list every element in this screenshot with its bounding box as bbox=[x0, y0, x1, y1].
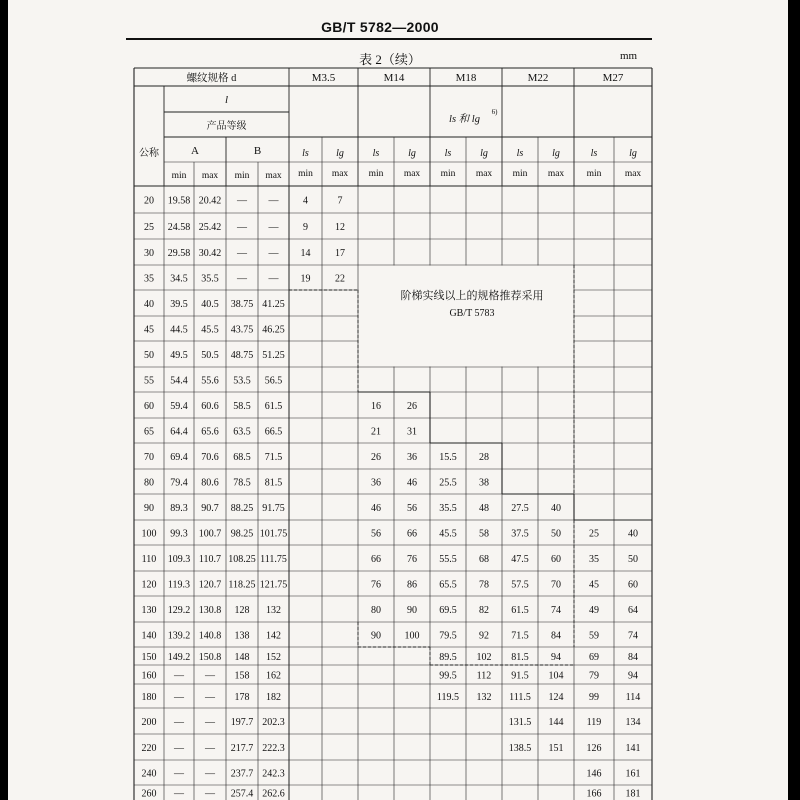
a-min-value: 139.2 bbox=[167, 630, 191, 642]
ls-min-value: 66 bbox=[371, 554, 381, 565]
ls-min-value: 65.5 bbox=[439, 579, 457, 591]
a-max-value: 90.7 bbox=[201, 503, 219, 514]
row-l-value: 160 bbox=[141, 670, 157, 682]
a-max-value: — bbox=[205, 788, 215, 800]
lg-max-value: 102 bbox=[476, 652, 492, 663]
ls-label: ls bbox=[302, 148, 309, 159]
ls-min-value: 90 bbox=[371, 630, 381, 642]
b-min-value: 58.5 bbox=[233, 401, 251, 412]
a-max-value: — bbox=[205, 743, 215, 754]
a-max-value: 80.6 bbox=[201, 477, 219, 489]
lg-max-value: 48 bbox=[479, 503, 489, 514]
b-max-value: 61.5 bbox=[264, 401, 283, 412]
row-l-value: 80 bbox=[144, 477, 154, 489]
b-min-value: — bbox=[237, 195, 247, 207]
lg-max-value: 144 bbox=[548, 717, 564, 728]
a-min-value: 79.4 bbox=[170, 477, 188, 489]
b-max-value: 56.5 bbox=[264, 375, 283, 387]
lg-max-value: 84 bbox=[628, 652, 638, 663]
lg-label: lg bbox=[480, 148, 488, 159]
size-header-3: M22 bbox=[527, 72, 549, 84]
ls-min-value: 47.5 bbox=[511, 554, 529, 565]
ls-min-value: 61.5 bbox=[511, 605, 529, 616]
a-max-value: 120.7 bbox=[198, 579, 222, 591]
b-min-value: — bbox=[237, 273, 247, 285]
ls-min-value: 166 bbox=[586, 788, 602, 800]
a-max-value: — bbox=[205, 768, 215, 780]
ls-min-value: 25.5 bbox=[439, 477, 457, 489]
b-max-value: — bbox=[268, 222, 279, 233]
size-header-2: M18 bbox=[455, 72, 477, 84]
a-max-value: 35.5 bbox=[201, 273, 219, 285]
b-min-value: 138 bbox=[234, 630, 250, 642]
lg-max-value: 161 bbox=[625, 768, 641, 780]
a-min-value: 109.3 bbox=[167, 554, 191, 565]
lg-max-label: max bbox=[403, 169, 421, 179]
lg-max-value: 40 bbox=[628, 528, 638, 540]
a-max-value: 100.7 bbox=[198, 528, 222, 540]
a-min-value: — bbox=[174, 717, 184, 728]
b-min-value: 128 bbox=[234, 605, 250, 616]
ls-min-value: 69 bbox=[589, 652, 599, 663]
lg-max-value: 94 bbox=[628, 670, 638, 682]
row-l-value: 130 bbox=[141, 605, 157, 616]
a-max-value: 60.6 bbox=[201, 401, 219, 412]
lg-max-value: 74 bbox=[551, 605, 561, 616]
ls-min-value: 4 bbox=[303, 195, 308, 207]
standard-code: GB/T 5782—2000 bbox=[321, 19, 439, 35]
a-min-value: 24.58 bbox=[167, 222, 191, 233]
row-l-value: 60 bbox=[144, 401, 154, 412]
nominal-label: 公称 bbox=[139, 148, 159, 159]
grade-limit-label: max bbox=[201, 171, 219, 181]
lg-max-value: 66 bbox=[407, 528, 417, 540]
row-l-value: 150 bbox=[141, 652, 157, 663]
b-min-value: 158 bbox=[234, 670, 250, 682]
lg-max-value: 78 bbox=[479, 579, 489, 591]
row-l-value: 100 bbox=[141, 528, 157, 540]
b-min-value: 148 bbox=[234, 652, 250, 663]
a-max-value: 110.7 bbox=[198, 554, 222, 565]
a-min-value: — bbox=[174, 692, 184, 703]
b-max-value: 202.3 bbox=[262, 717, 285, 728]
row-l-value: 240 bbox=[141, 768, 157, 780]
b-max-value: 101.75 bbox=[259, 528, 288, 540]
row-l-value: 20 bbox=[144, 195, 154, 207]
ls-min-label: min bbox=[440, 169, 456, 179]
ls-label: ls bbox=[444, 148, 452, 159]
row-l-value: 90 bbox=[144, 503, 154, 514]
lg-max-value: 60 bbox=[628, 579, 638, 591]
ls-min-value: 79 bbox=[589, 670, 599, 682]
lg-max-value: 58 bbox=[479, 528, 489, 540]
lg-max-value: 134 bbox=[625, 717, 641, 728]
ls-min-value: 27.5 bbox=[511, 503, 529, 514]
a-min-value: 129.2 bbox=[167, 605, 191, 616]
a-max-value: 55.6 bbox=[201, 375, 219, 387]
ls-lg-header: ls 和 lg bbox=[449, 114, 480, 125]
b-min-value: 197.7 bbox=[230, 717, 254, 728]
size-header-1: M14 bbox=[383, 72, 405, 84]
lg-max-value: 124 bbox=[548, 692, 564, 703]
ls-min-value: 119 bbox=[586, 717, 602, 728]
lg-max-value: 151 bbox=[548, 743, 564, 754]
lg-max-value: 56 bbox=[407, 503, 417, 514]
a-max-value: — bbox=[205, 670, 215, 682]
b-max-value: — bbox=[268, 273, 279, 285]
ls-min-label: min bbox=[586, 169, 602, 179]
lg-max-value: 68 bbox=[479, 554, 489, 565]
a-max-value: 30.42 bbox=[198, 248, 222, 259]
lg-max-value: 50 bbox=[628, 554, 638, 565]
lg-max-value: 92 bbox=[479, 630, 489, 642]
ls-min-value: 49 bbox=[589, 605, 599, 616]
b-max-value: — bbox=[268, 248, 279, 259]
a-min-value: — bbox=[174, 743, 184, 754]
footnote-mark: 6) bbox=[491, 108, 498, 116]
lg-max-value: 181 bbox=[625, 788, 641, 800]
ls-min-value: 76 bbox=[371, 579, 381, 591]
lg-max-value: 76 bbox=[407, 554, 417, 565]
ls-min-value: 119.5 bbox=[436, 692, 460, 703]
b-min-value: 108.25 bbox=[228, 554, 256, 565]
b-max-value: 142 bbox=[266, 630, 281, 642]
size-header-4: M27 bbox=[602, 72, 624, 84]
b-max-value: — bbox=[268, 195, 279, 207]
lg-max-value: 28 bbox=[479, 452, 489, 463]
a-min-value: 119.3 bbox=[167, 579, 191, 591]
row-l-value: 40 bbox=[144, 299, 154, 310]
row-l-value: 260 bbox=[141, 788, 157, 800]
row-l-value: 70 bbox=[144, 452, 154, 463]
lg-max-value: 132 bbox=[476, 692, 492, 703]
b-min-value: 48.75 bbox=[230, 350, 254, 361]
lg-max-value: 17 bbox=[335, 248, 345, 259]
ls-min-value: 138.5 bbox=[508, 743, 532, 754]
b-max-value: 41.25 bbox=[262, 299, 285, 310]
grade-limit-label: min bbox=[171, 171, 187, 181]
ls-min-value: 131.5 bbox=[508, 717, 532, 728]
ls-min-value: 80 bbox=[371, 605, 381, 616]
lg-label: lg bbox=[552, 148, 560, 159]
a-max-value: 45.5 bbox=[201, 324, 219, 336]
lg-max-value: 38 bbox=[479, 477, 489, 489]
ls-min-value: 99 bbox=[589, 692, 599, 703]
lg-max-value: 104 bbox=[548, 670, 564, 682]
ls-min-value: 69.5 bbox=[439, 605, 457, 616]
ls-min-label: min bbox=[368, 169, 384, 179]
lg-max-value: 94 bbox=[551, 652, 561, 663]
b-max-value: 182 bbox=[266, 692, 281, 703]
a-min-value: 19.58 bbox=[167, 195, 191, 207]
ls-min-value: 15.5 bbox=[439, 452, 457, 463]
ls-min-value: 91.5 bbox=[511, 670, 529, 682]
b-min-value: 63.5 bbox=[233, 426, 251, 438]
recommendation-note-line2: GB/T 5783 bbox=[449, 308, 495, 319]
a-min-value: 54.4 bbox=[170, 375, 188, 387]
b-max-value: 71.5 bbox=[264, 452, 283, 463]
row-l-value: 140 bbox=[141, 630, 157, 642]
a-min-value: 49.5 bbox=[170, 350, 188, 361]
a-min-value: 69.4 bbox=[170, 452, 188, 463]
b-min-value: — bbox=[237, 248, 247, 259]
lg-max-value: 70 bbox=[551, 579, 561, 591]
a-max-value: 40.5 bbox=[201, 299, 219, 310]
a-min-value: 89.3 bbox=[170, 503, 188, 514]
ls-min-value: 71.5 bbox=[511, 630, 529, 642]
lg-max-value: 90 bbox=[407, 605, 417, 616]
ls-min-value: 26 bbox=[371, 452, 381, 463]
ls-min-value: 14 bbox=[300, 248, 311, 259]
lg-max-label: max bbox=[547, 169, 565, 179]
ls-min-value: 146 bbox=[586, 768, 602, 780]
a-max-value: 65.6 bbox=[201, 426, 219, 438]
ls-min-value: 89.5 bbox=[439, 652, 457, 663]
ls-min-value: 46 bbox=[371, 503, 381, 514]
lg-max-value: 74 bbox=[628, 630, 638, 642]
b-max-value: 152 bbox=[266, 652, 281, 663]
b-max-value: 262.6 bbox=[262, 788, 285, 800]
lg-max-label: max bbox=[475, 169, 493, 179]
a-min-value: — bbox=[174, 768, 184, 780]
grade-a-label: A bbox=[191, 145, 199, 157]
b-min-value: 98.25 bbox=[230, 528, 254, 540]
ls-min-value: 35.5 bbox=[439, 503, 457, 514]
grade-b-label: B bbox=[253, 145, 262, 157]
b-min-value: — bbox=[237, 222, 247, 233]
a-max-value: 130.8 bbox=[198, 605, 222, 616]
grade-limit-label: max bbox=[265, 171, 282, 181]
ls-min-value: 37.5 bbox=[511, 528, 529, 540]
b-max-value: 91.75 bbox=[262, 503, 285, 514]
lg-max-value: 36 bbox=[407, 452, 417, 463]
lg-max-value: 40 bbox=[551, 503, 561, 514]
ls-min-value: 56 bbox=[371, 528, 381, 540]
thread-spec-label: 螺纹规格 d bbox=[186, 73, 237, 84]
table-caption: 表 2（续） bbox=[359, 52, 421, 67]
ls-label: ls bbox=[590, 148, 598, 159]
row-l-value: 110 bbox=[141, 554, 157, 565]
ls-min-value: 81.5 bbox=[511, 652, 529, 663]
row-l-value: 50 bbox=[144, 350, 154, 361]
lg-max-label: max bbox=[331, 169, 349, 179]
lg-max-value: 141 bbox=[625, 743, 641, 754]
row-l-value: 25 bbox=[144, 222, 154, 233]
ls-min-label: min bbox=[512, 169, 528, 179]
a-min-value: 39.5 bbox=[170, 299, 188, 310]
b-max-value: 66.5 bbox=[264, 426, 283, 438]
ls-min-value: 9 bbox=[303, 222, 308, 233]
b-min-value: 217.7 bbox=[230, 743, 254, 754]
lg-max-value: 12 bbox=[335, 222, 345, 233]
b-max-value: 46.25 bbox=[262, 324, 285, 336]
row-l-value: 220 bbox=[141, 743, 157, 754]
b-max-value: 162 bbox=[266, 670, 281, 682]
b-min-value: 118.25 bbox=[228, 579, 256, 591]
size-header-0: M3.5 bbox=[311, 72, 336, 84]
a-min-value: 149.2 bbox=[167, 652, 191, 663]
row-l-value: 180 bbox=[141, 692, 157, 703]
ls-min-value: 21 bbox=[371, 426, 381, 438]
a-min-value: 44.5 bbox=[170, 324, 188, 336]
a-max-value: — bbox=[205, 717, 215, 728]
lg-max-value: 64 bbox=[628, 605, 638, 616]
row-l-value: 55 bbox=[144, 375, 154, 387]
b-max-value: 51.25 bbox=[262, 350, 285, 361]
b-min-value: 237.7 bbox=[230, 768, 254, 780]
a-min-value: 29.58 bbox=[167, 248, 191, 259]
a-min-value: 34.5 bbox=[170, 273, 188, 285]
ls-min-value: 19 bbox=[300, 273, 311, 285]
lg-max-value: 100 bbox=[404, 630, 420, 642]
row-l-value: 35 bbox=[144, 273, 154, 285]
a-min-value: 99.3 bbox=[170, 528, 188, 540]
a-max-value: 20.42 bbox=[198, 195, 222, 207]
b-max-value: 222.3 bbox=[262, 743, 285, 754]
ls-label: ls bbox=[372, 148, 380, 159]
a-max-value: 150.8 bbox=[198, 652, 222, 663]
unit-label: mm bbox=[620, 50, 638, 62]
a-max-value: 70.6 bbox=[201, 452, 219, 463]
lg-max-value: 50 bbox=[551, 528, 561, 540]
ls-min-value: 79.5 bbox=[439, 630, 457, 642]
lg-max-value: 22 bbox=[335, 273, 345, 285]
b-min-value: 178 bbox=[234, 692, 250, 703]
a-min-value: — bbox=[174, 788, 184, 800]
ls-min-value: 55.5 bbox=[439, 554, 457, 565]
ls-min-value: 45 bbox=[589, 579, 599, 591]
ls-min-value: 57.5 bbox=[511, 579, 529, 591]
lg-max-value: 26 bbox=[407, 401, 417, 412]
ls-min-value: 111.5 bbox=[509, 692, 531, 703]
ls-min-value: 99.5 bbox=[439, 670, 457, 682]
ls-min-value: 16 bbox=[371, 401, 381, 412]
a-max-value: 140.8 bbox=[198, 630, 222, 642]
ls-min-value: 59 bbox=[589, 630, 599, 642]
row-l-value: 30 bbox=[144, 248, 154, 259]
b-min-value: 38.75 bbox=[230, 299, 254, 310]
a-max-value: 25.42 bbox=[198, 222, 222, 233]
a-min-value: 59.4 bbox=[170, 401, 188, 412]
b-min-value: 53.5 bbox=[233, 375, 251, 387]
b-max-value: 111.75 bbox=[260, 554, 287, 565]
lg-max-value: 112 bbox=[476, 670, 492, 682]
recommendation-note-line1: 阶梯实线以上的规格推荐采用 bbox=[400, 290, 544, 302]
lg-max-value: 84 bbox=[551, 630, 561, 642]
a-min-value: 64.4 bbox=[170, 426, 188, 438]
a-max-value: 50.5 bbox=[201, 350, 219, 361]
lg-label: lg bbox=[408, 148, 416, 159]
b-max-value: 242.3 bbox=[262, 768, 285, 780]
b-max-value: 81.5 bbox=[264, 477, 283, 489]
b-max-value: 132 bbox=[266, 605, 281, 616]
lg-max-value: 7 bbox=[337, 195, 343, 207]
row-l-value: 65 bbox=[144, 426, 154, 438]
lg-max-value: 46 bbox=[407, 477, 417, 489]
a-max-value: — bbox=[205, 692, 215, 703]
ls-min-value: 35 bbox=[589, 554, 599, 565]
ls-label: ls bbox=[516, 148, 524, 159]
grade-limit-label: min bbox=[234, 171, 250, 181]
lg-max-value: 31 bbox=[407, 426, 417, 438]
b-min-value: 88.25 bbox=[230, 503, 254, 514]
row-l-value: 120 bbox=[141, 579, 157, 591]
lg-max-value: 86 bbox=[407, 579, 417, 591]
l-label: l bbox=[224, 94, 229, 106]
lg-max-value: 114 bbox=[625, 692, 641, 703]
ls-min-label: min bbox=[298, 169, 313, 179]
b-min-value: 68.5 bbox=[233, 452, 251, 463]
row-l-value: 200 bbox=[141, 717, 157, 728]
lg-max-value: 60 bbox=[551, 554, 561, 565]
table-cells bbox=[139, 71, 641, 800]
ls-min-value: 126 bbox=[586, 743, 602, 754]
ls-min-value: 36 bbox=[371, 477, 381, 489]
a-min-value: — bbox=[174, 670, 184, 682]
ls-min-value: 45.5 bbox=[439, 528, 457, 540]
product-grade-label: 产品等级 bbox=[206, 121, 247, 132]
lg-label: lg bbox=[629, 148, 637, 159]
row-l-value: 45 bbox=[144, 324, 154, 336]
ls-min-value: 25 bbox=[589, 528, 599, 540]
b-max-value: 121.75 bbox=[259, 579, 288, 591]
lg-max-value: 82 bbox=[479, 605, 489, 616]
lg-label: lg bbox=[336, 148, 344, 159]
lg-max-label: max bbox=[624, 169, 642, 179]
b-min-value: 43.75 bbox=[230, 324, 254, 336]
b-min-value: 78.5 bbox=[233, 477, 251, 489]
b-min-value: 257.4 bbox=[230, 788, 254, 800]
